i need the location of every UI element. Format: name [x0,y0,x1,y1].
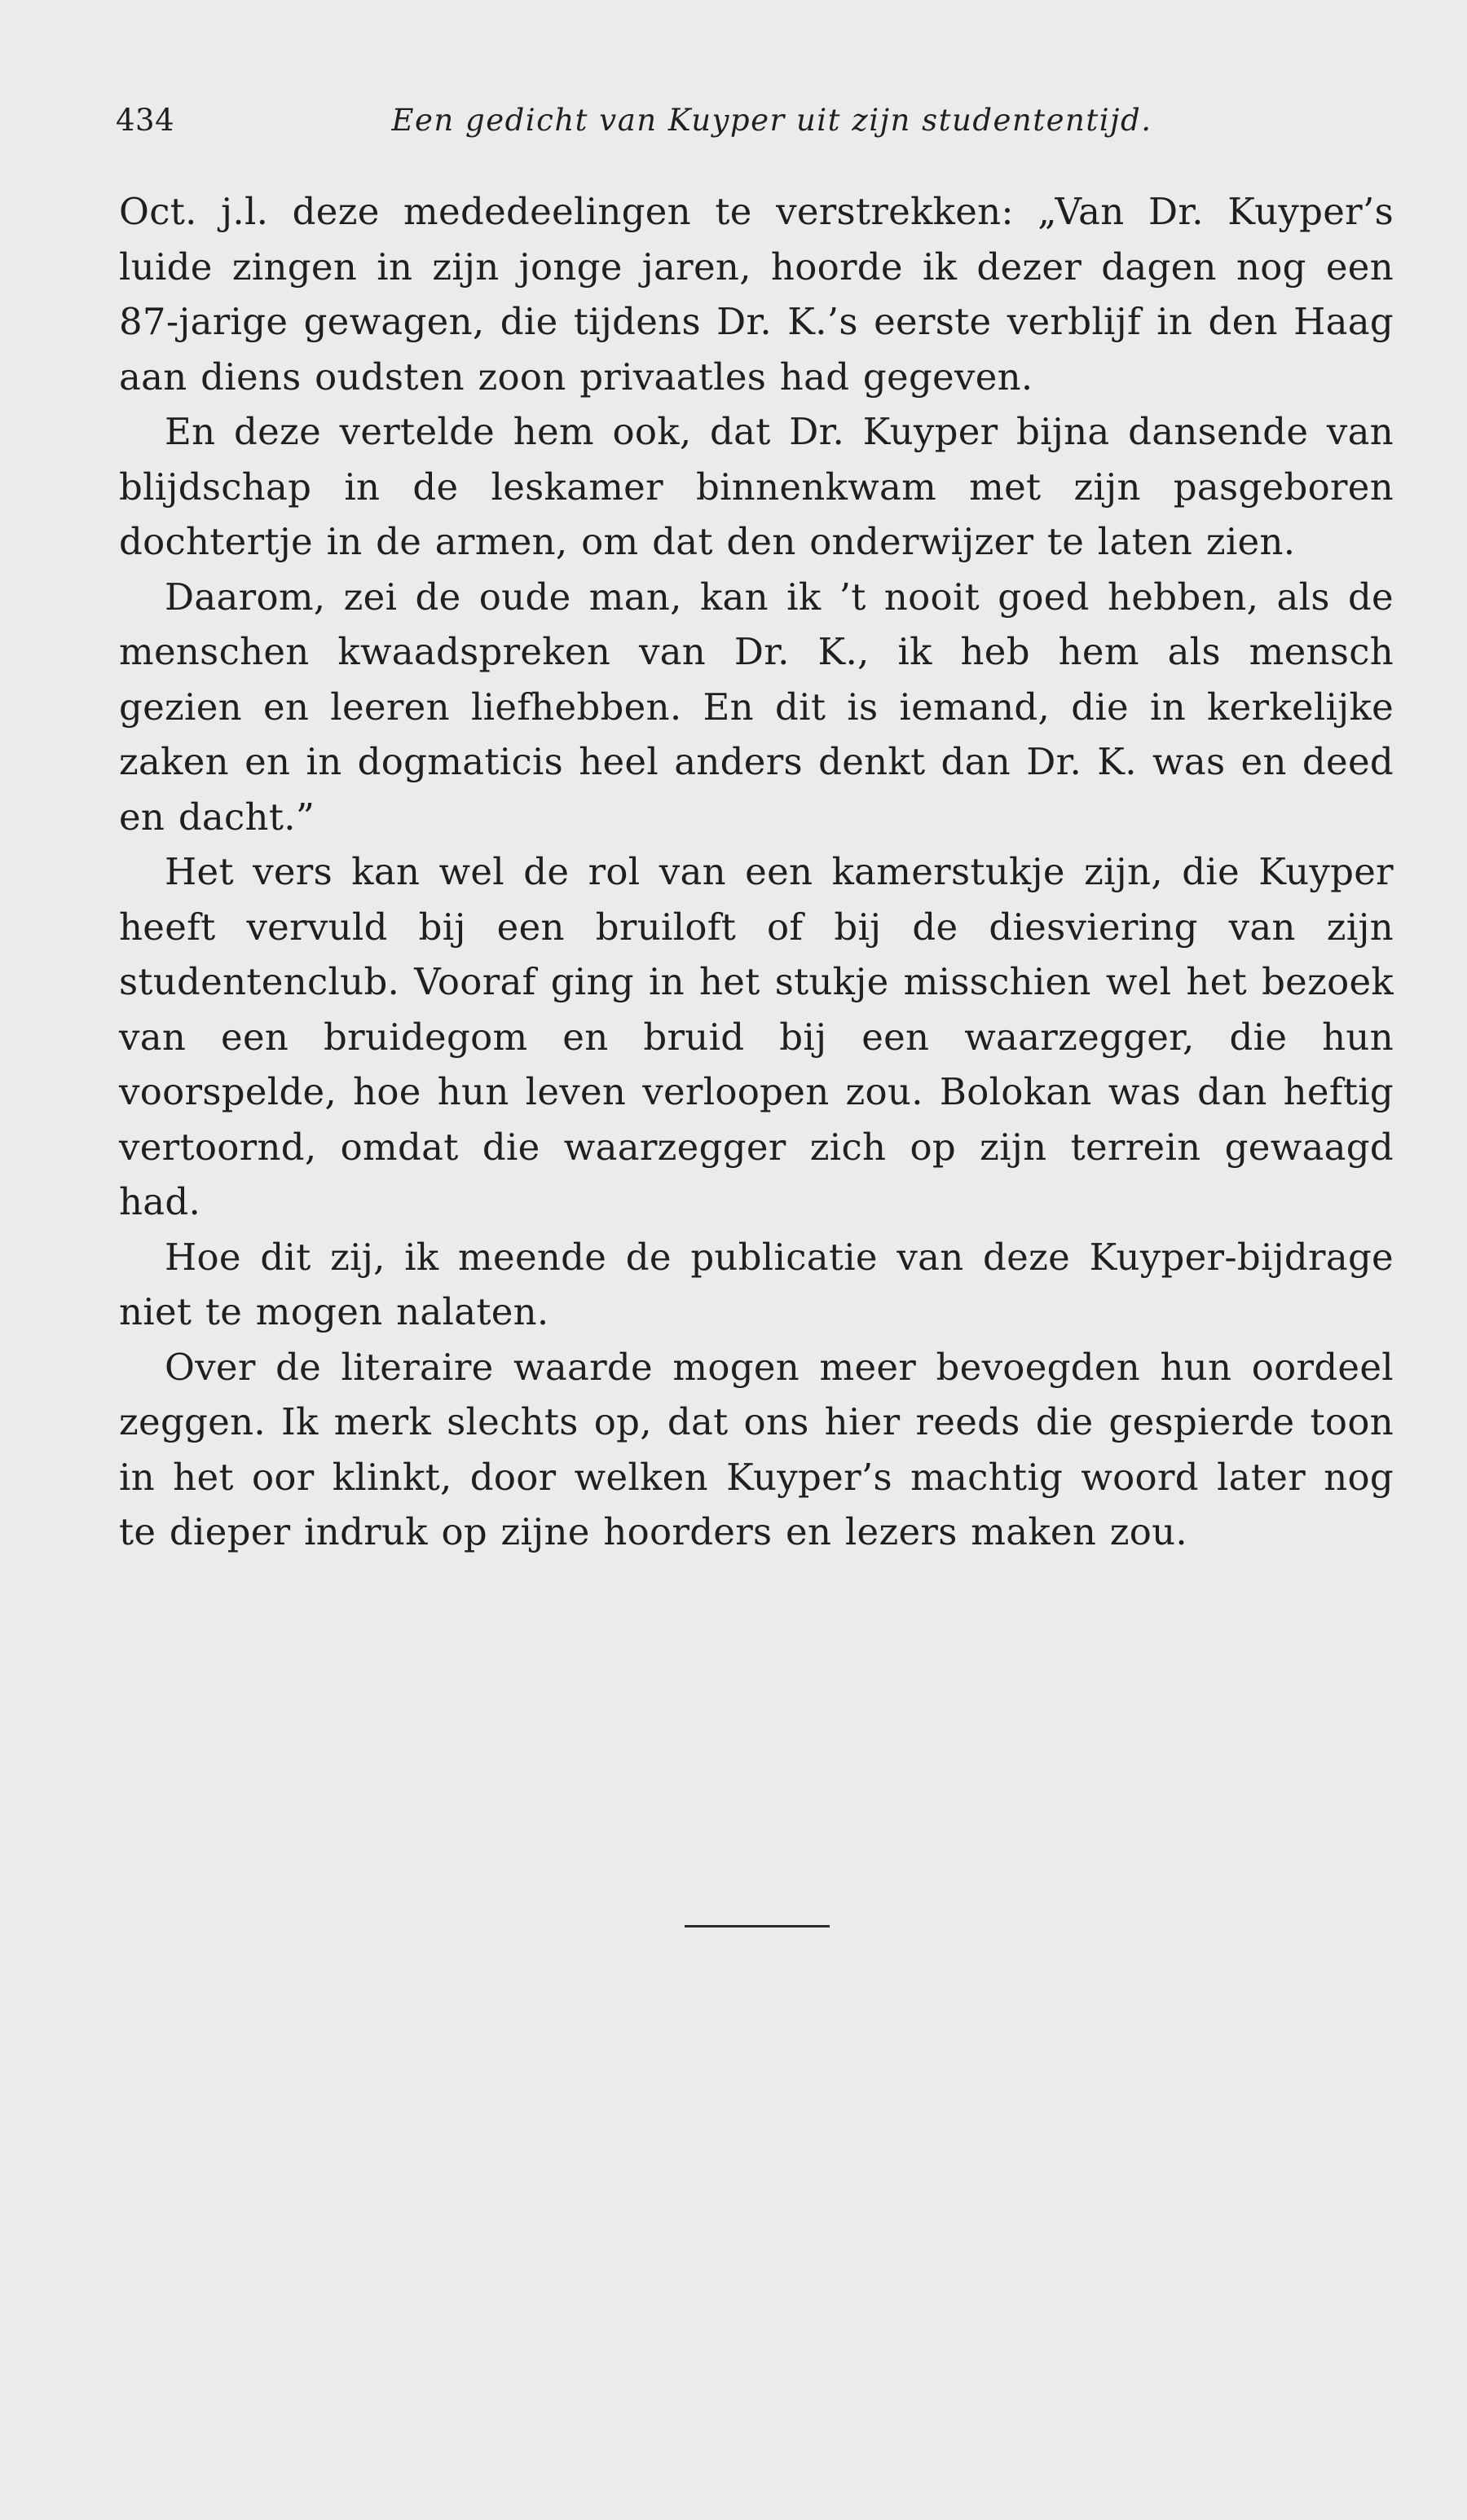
page-number: 434 [116,103,175,138]
paragraph: Het vers kan wel de rol van een kamerstukje zijn, die Kuyper heeft vervuld bij een bruiloft of bij de diesviering van zijn studentenclub. Vooraf ging in het stukje misschien wel het bezoek van een bruidegom en bruid bij een waarzegger, die hun voorspelde, hoe hun leven verloopen zou. Bolokan was dan heftig vertoornd, omdat die waarzegger zich op zijn terrein gewaagd had. [119,850,1394,1223]
section-end-rule [685,1925,830,1927]
paragraph: Over de literaire waarde mogen meer bevoegden hun oordeel zeggen. Ik merk slechts op, dat ons hier reeds die gespierde toon in het oor klinkt, door welken Kuyper’s machtig woord later nog te dieper indruk op zijne hoorders en lezers maken zou. [119,1345,1394,1553]
paragraph: En deze vertelde hem ook, dat Dr. Kuyper bijna dansende van blijdschap in de leskamer binnenkwam met zijn pasgeboren dochtertje in de armen, om dat den onderwijzer te laten zien. [119,410,1394,563]
paragraph-continuation: Oct. j.l. deze mededeelingen te verstrekken: „Van Dr. Kuyper’s luide zingen in zijn jonge jaren, hoorde ik dezer dagen nog een 87-jarige gewagen, die tijdens Dr. K.’s eerste verblijf in den Haag aan diens oudsten zoon privaatles had gegeven. [119,190,1394,399]
body-text [119,184,1394,1560]
paragraph: Daarom, zei de oude man, kan ik ’t nooit goed hebben, als de menschen kwaadspreken van Dr. K., ik heb hem als mensch gezien en leeren liefhebben. En dit is iemand, die in kerkelijke zaken en in dogmaticis heel anders denkt dan Dr. K. was en deed en dacht.” [119,575,1394,839]
paragraph: Hoe dit zij, ik meende de publicatie van deze Kuyper-bijdrage niet te mogen nalaten. [119,1235,1394,1333]
running-title: Een gedicht van Kuyper uit zijn studententijd. [391,103,1152,138]
page-header [116,96,1395,145]
